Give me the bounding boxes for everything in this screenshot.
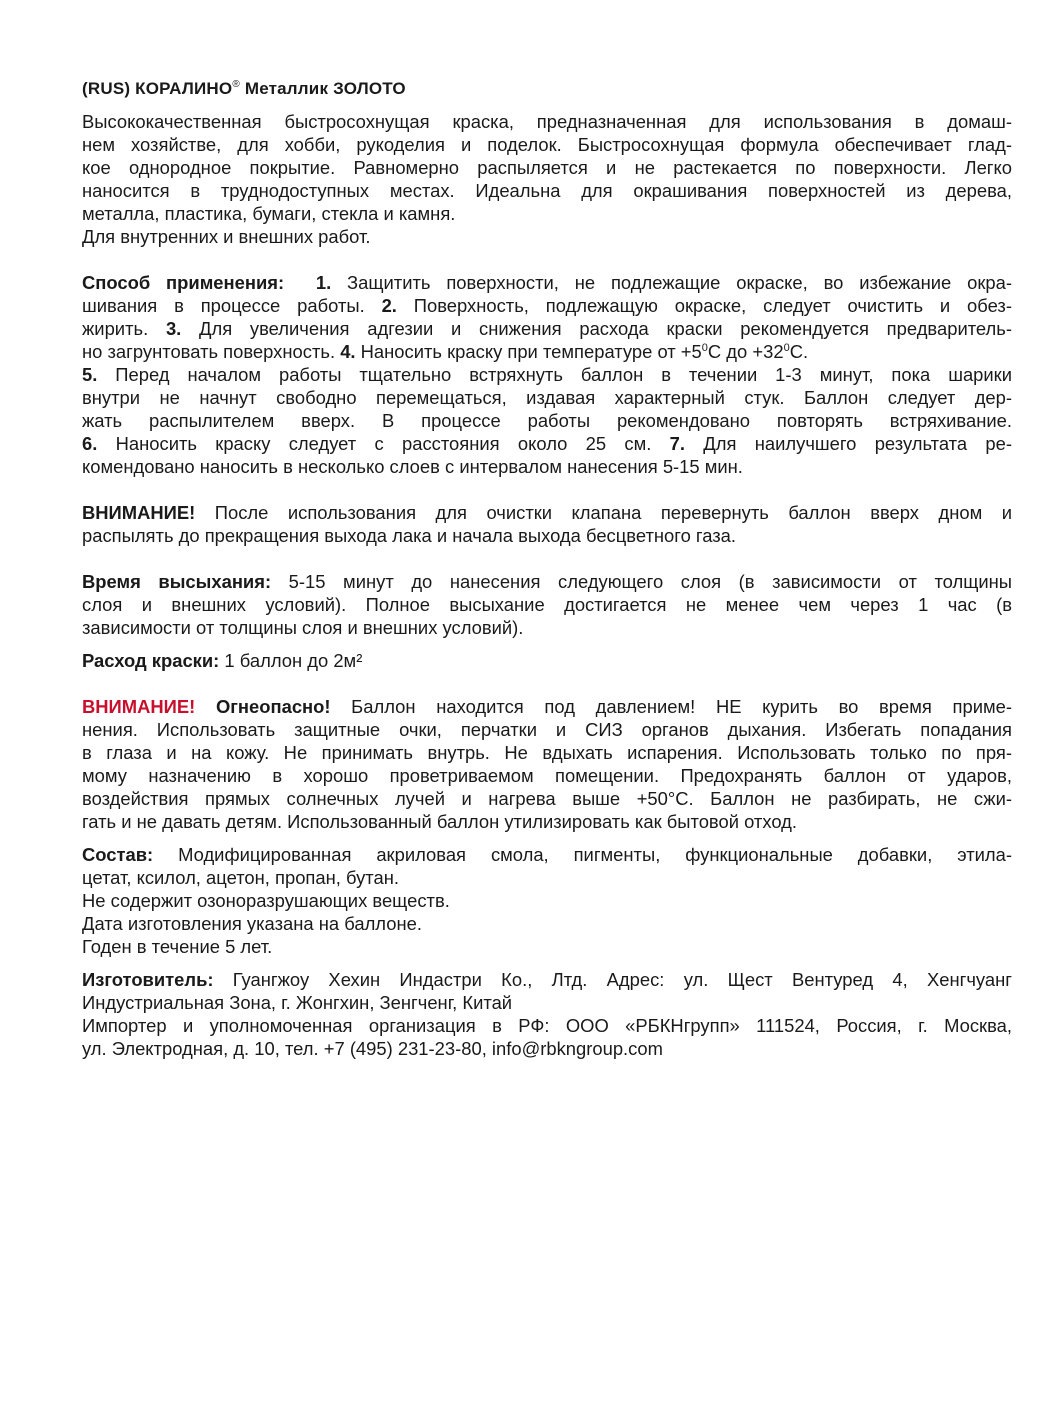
drying-line: [82, 570, 1012, 593]
importer-line: Импортер и уполномоченная организация в РФ: ООО «РБКНгрупп» 111524, Россия, г. Москва,: [82, 1015, 1012, 1036]
drying-label: Время высыхания:: [82, 571, 272, 592]
attention-label: ВНИМАНИЕ!: [82, 502, 196, 523]
attention-section: [82, 501, 1012, 547]
step-number: 7.: [669, 433, 686, 454]
composition-section: [82, 843, 1012, 958]
drying-line: зависимости от толщины слоя и внешних условий).: [82, 617, 524, 638]
attention-line: [82, 501, 1012, 524]
warning-text: Баллон находится под давлением! НЕ курить во время приме-: [330, 696, 1012, 717]
application-text: Поверхность, подлежащую окраске, следует очистить и обез-: [396, 295, 1012, 316]
warning-section: [82, 695, 1012, 833]
drying-text: 5-15 минут до нанесения следующего слоя (в зависимости от толщины: [271, 571, 1012, 592]
composition-label: Состав:: [82, 844, 154, 865]
intro-line: наносится в труднодоступных местах. Идеальна для окрашивания поверхностей из дерева,: [82, 180, 1012, 201]
warning-line-last: гать и не давать детям. Использованный баллон утилизировать как бытовой отход.: [82, 811, 797, 832]
manufacturer-text: Гуангжоу Хехин Индастри Ко., Лтд. Адрес: ул. Щест Вентуред 4, Хенгчуанг: [213, 969, 1012, 990]
composition-line: Годен в течение 5 лет.: [82, 936, 273, 957]
manufacturer-line: Индустриальная Зона, г. Жонгхин, Зенгченг, Китай: [82, 992, 513, 1013]
intro-line: металла, пластика, бумаги, стекла и камня.: [82, 203, 456, 224]
intro-section: [82, 110, 1012, 248]
application-line: комендовано наносить в несколько слоев с интервалом нанесения 5-15 мин.: [82, 456, 743, 477]
composition-line: Дата изготовления указана на баллоне.: [82, 913, 422, 934]
intro-line: кое однородное покрытие. Равномерно распыляется и не растекается по поверхности. Легко: [82, 157, 1012, 178]
warning-line: воздействия прямых солнечных лучей и нагрева выше +50°С. Баллон не разбирать, не сжи-: [82, 788, 1012, 809]
manufacturer-section: [82, 968, 1012, 1060]
application-text: шивания в процессе работы.: [82, 295, 382, 316]
application-line: внутри не начнут свободно перемещаться, издавая характерный стук. Баллон следует дер-: [82, 387, 1012, 408]
product-title: [82, 78, 1012, 100]
application-text: жирить.: [82, 318, 166, 339]
application-text: С до +32: [707, 341, 784, 362]
degree-mark: 0: [701, 342, 708, 354]
warning-line: в глаза и на кожу. Не принимать внутрь. Не вдыхать испарения. Использовать только по пря-: [82, 742, 1012, 763]
application-section: [82, 271, 1012, 478]
composition-text: Модифицированная акриловая смола, пигменты, функциональные добавки, этила-: [153, 844, 1012, 865]
warning-line: [82, 695, 1012, 718]
degree-mark: 0: [783, 342, 790, 354]
importer-contact-line: ул. Электродная, д. 10, тел. +7 (495) 231-23-80, info@rbkngroup.com: [82, 1038, 663, 1059]
application-text: Перед началом работы тщательно встряхнуть баллон в течении 1-3 минут, пока шарики: [97, 364, 1012, 385]
step-number: 5.: [82, 364, 98, 385]
attention-text: После использования для очистки клапана перевернуть баллон вверх дном и: [195, 502, 1012, 523]
consumption-label: Расход краски:: [82, 650, 220, 671]
composition-line: цетат, ксилол, ацетон, пропан, бутан.: [82, 867, 400, 888]
consumption-line: [82, 649, 1012, 672]
application-text: Для наилучшего результата ре-: [685, 433, 1012, 454]
composition-line: Не содержит озоноразрушающих веществ.: [82, 890, 450, 911]
drying-section: [82, 570, 1012, 639]
application-text: Защитить поверхности, не подлежащие окраске, во избежание окра-: [331, 272, 1012, 293]
registered-mark: ®: [232, 79, 240, 90]
flammable-label: Огнеопасно!: [195, 696, 331, 717]
application-line: [82, 294, 1012, 317]
warning-label: ВНИМАНИЕ!: [82, 696, 196, 717]
application-text: Наносить краску при температуре от +5: [355, 341, 702, 362]
intro-line-last: Для внутренних и внешних работ.: [82, 226, 371, 247]
intro-line: нем хозяйстве, для хобби, рукоделия и поделок. Быстросохнущая формула обеспечивает глад-: [82, 134, 1012, 155]
application-line: [82, 432, 1012, 455]
step-number: 6.: [82, 433, 98, 454]
application-text: С.: [789, 341, 809, 362]
label-document: [82, 78, 1012, 1060]
step-number: 4.: [340, 341, 356, 362]
step-number: 1.: [315, 272, 332, 293]
application-text: но загрунтовать поверхность.: [82, 341, 341, 362]
application-line: [82, 317, 1012, 340]
application-line: [82, 271, 1012, 294]
application-line: жать распылителем вверх. В процессе работы рекомендовано повторять встряхивание.: [82, 410, 1012, 431]
warning-line: нения. Использовать защитные очки, перчатки и СИЗ органов дыхания. Избегать попадания: [82, 719, 1012, 740]
application-text: Наносить краску следует с расстояния около 25 см.: [97, 433, 670, 454]
consumption-text: 1 баллон до 2м²: [219, 650, 363, 671]
manufacturer-line: [82, 968, 1012, 991]
step-number: 3.: [165, 318, 182, 339]
application-line: [82, 363, 1012, 386]
application-text: Для увеличения адгезии и снижения расхода краски рекомендуется предваритель-: [181, 318, 1012, 339]
consumption-section: [82, 649, 1012, 672]
composition-line: [82, 843, 1012, 866]
title-prefix: (RUS) КОРАЛИНО: [82, 79, 233, 98]
intro-line: Высококачественная быстросохнущая краска, предназначенная для использования в домаш-: [82, 111, 1012, 132]
title-suffix: Металлик ЗОЛОТО: [239, 79, 406, 98]
drying-line: слоя и внешних условий). Полное высыхание достигается не менее чем через 1 час (в: [82, 594, 1012, 615]
application-line: [82, 340, 1012, 363]
manufacturer-label: Изготовитель:: [82, 969, 214, 990]
attention-line: распылять до прекращения выхода лака и начала выхода бесцветного газа.: [82, 525, 736, 546]
step-number: 2.: [381, 295, 397, 316]
warning-line: мому назначению в хорошо проветриваемом помещении. Предохранять баллон от ударов,: [82, 765, 1012, 786]
application-label: Способ применения:: [82, 272, 285, 293]
